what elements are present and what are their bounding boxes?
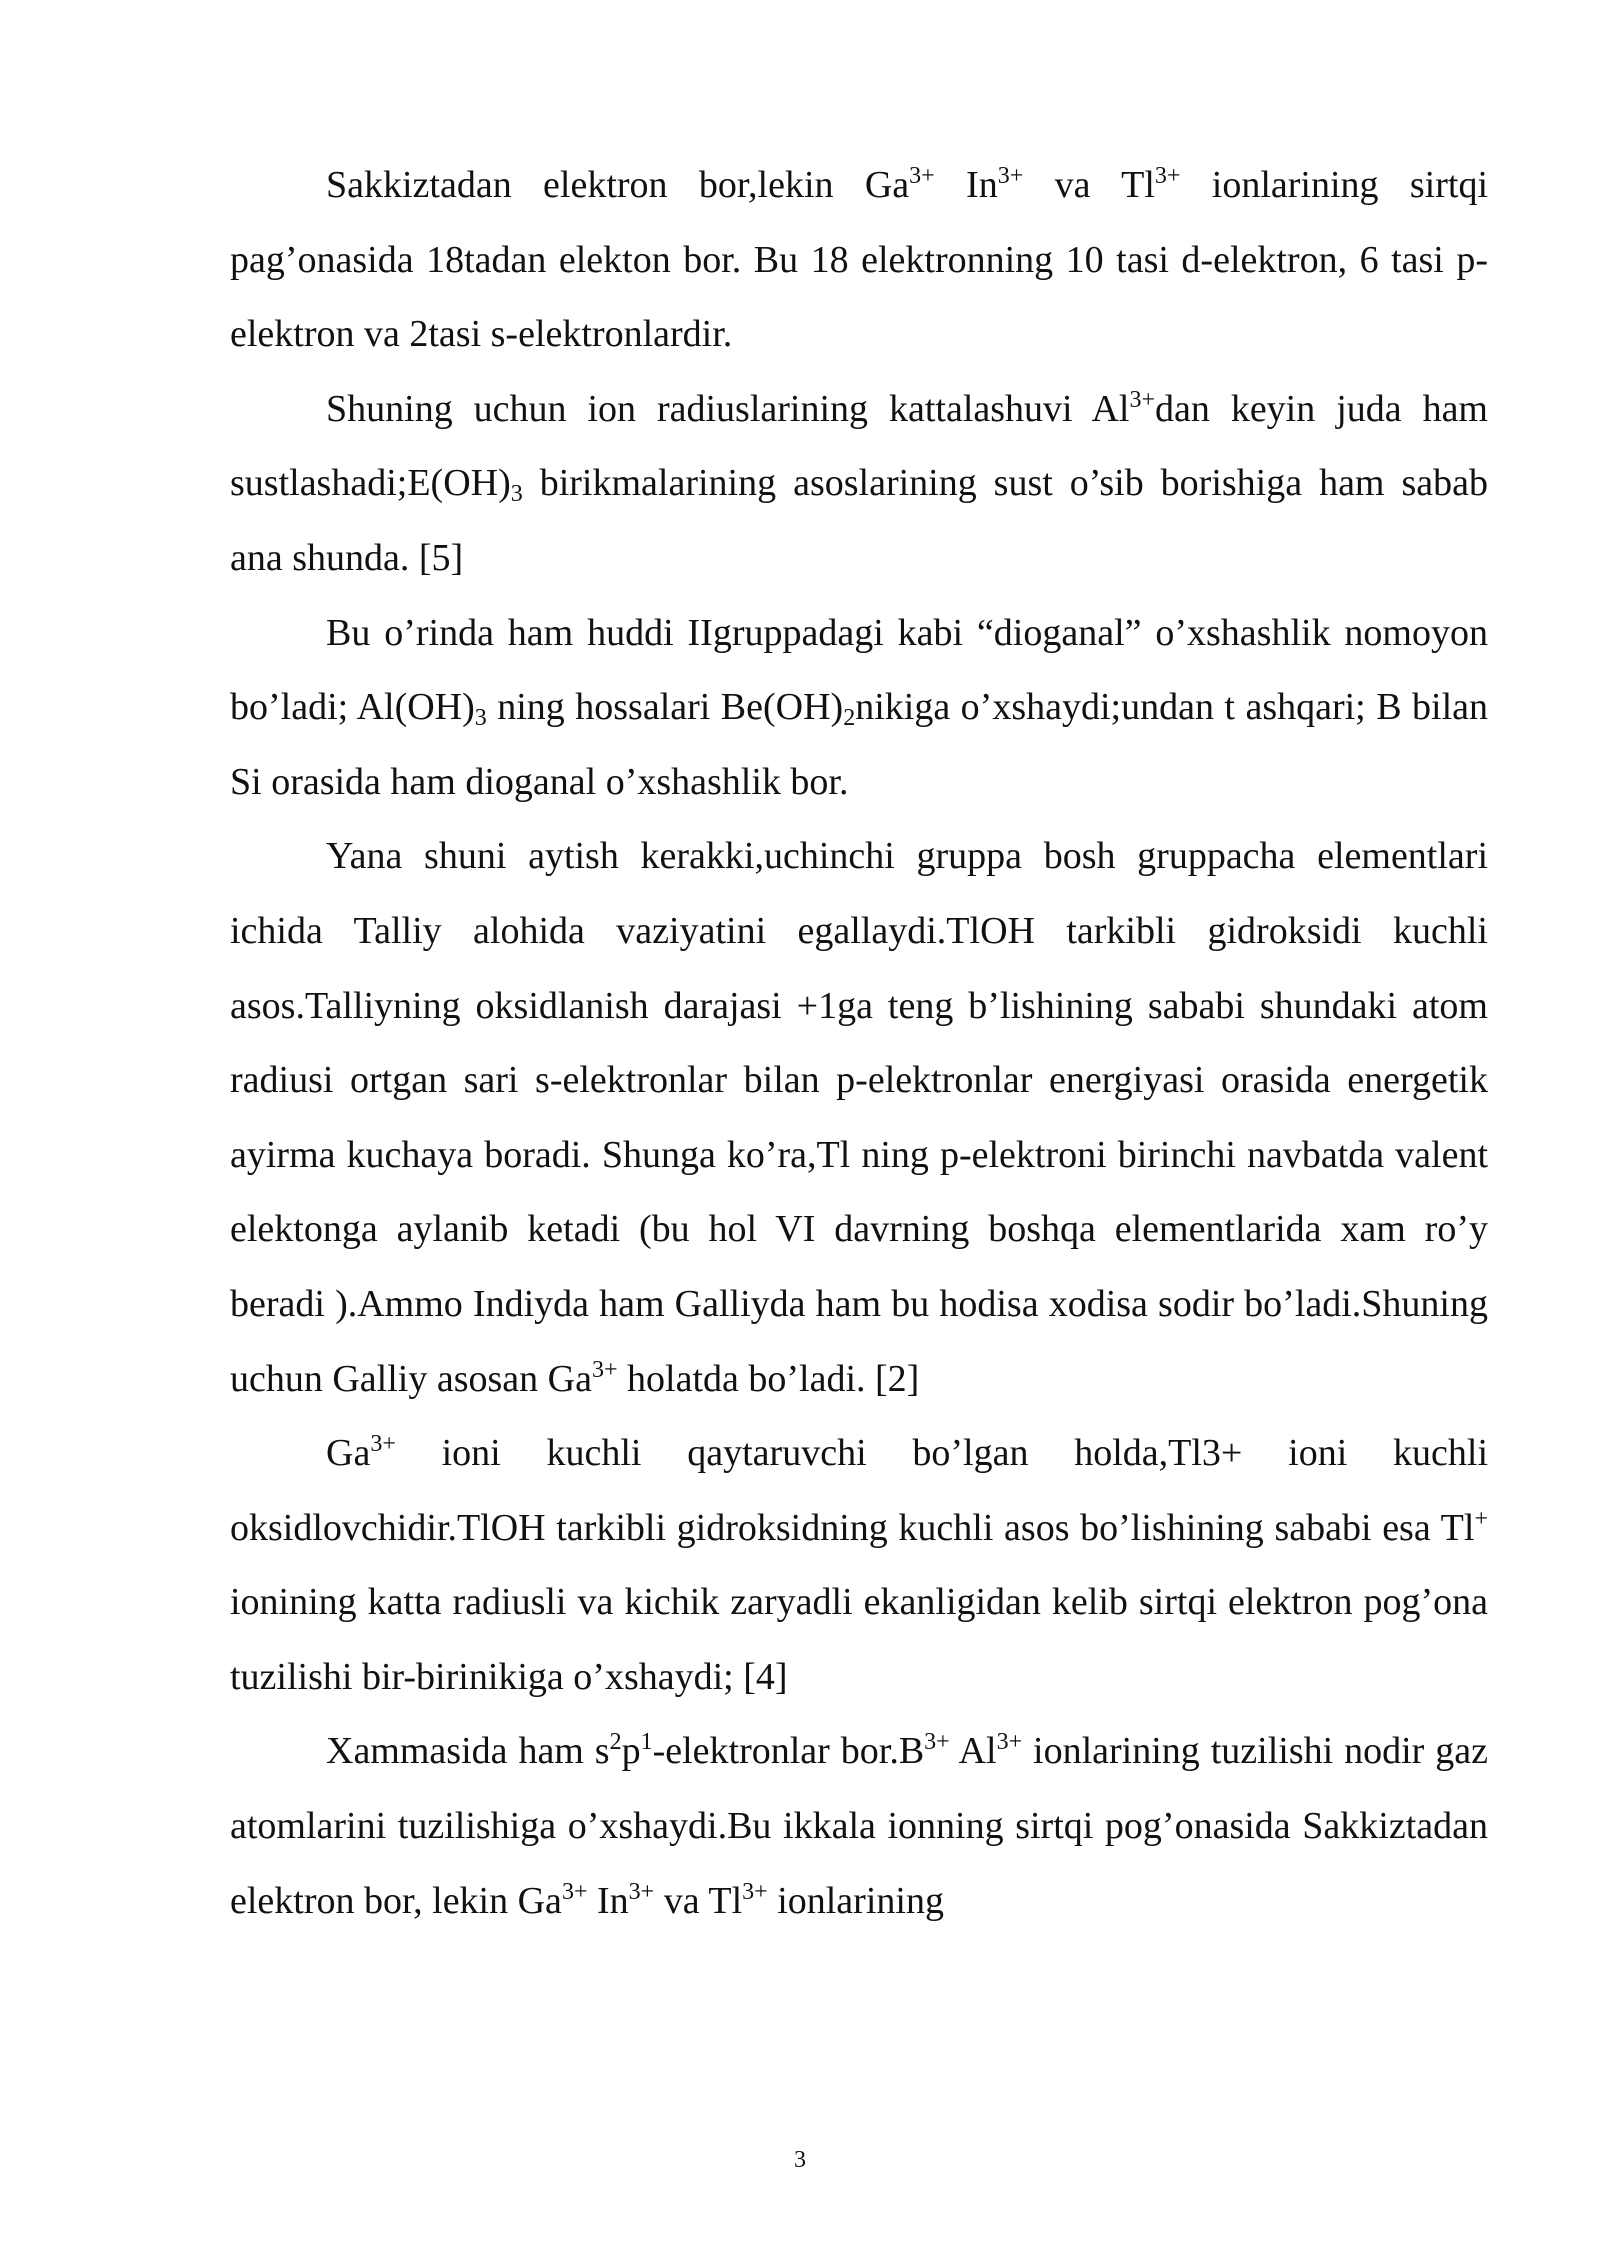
text-run: p (621, 1730, 641, 1773)
text-run: Shuning uchun ion radiuslarining kattalashuvi Al (326, 387, 1130, 430)
text-run: dan keyin juda ham sustlashadi;E(OH) (230, 387, 1488, 505)
text-run: ning hossalari Be(OH) (486, 686, 844, 729)
superscript: 3+ (370, 1431, 396, 1458)
text-run: holatda bo’ladi. [2] (617, 1357, 920, 1400)
text-run: Yana shuni aytish kerakki,uchinchi gruppa bosh gruppacha elementlari ichida Talliy alohida vaziyatini egallaydi.TlOH tarkibli gidroksidi kuchli asos.Talliyning oksidlanish darajasi +1ga teng b’lishining sababi shundaki atom radiusi ortgan sari s-elektronlar bilan p-elektronlar energiyasi orasida energetik ayirma kuchaya boradi. Shunga ko’ra,Tl ning p-elektroni birinchi navbatda valent elektonga aylanib ketadi (bu hol VI davrning boshqa elementlarida xam ro’y beradi ).Ammo Indiyda ham Galliyda ham bu hodisa xodisa sodir bo’ladi.Shuning uchun Galliy asosan Ga (230, 835, 1488, 1400)
superscript: 3+ (628, 1878, 655, 1905)
superscript: 3+ (996, 1729, 1023, 1756)
text-run: ionlarining tuzilishi nodir gaz atomlarini tuzilishiga o’xshaydi.Bu ikkala ionning sirtqi pog’onasida Sakkiztadan elektron bor, lekin Ga (230, 1730, 1488, 1922)
text-run: ioni kuchli qaytaruvchi bo’lgan holda,Tl3+ ioni kuchli oksidlovchidir.TlOH tarkibli gidroksidning kuchli asos bo’lishining sababi esa Tl (230, 1432, 1488, 1549)
superscript: 2 (609, 1729, 622, 1756)
text-run: Al (949, 1730, 997, 1773)
text-run: birikmalarining asoslarining sust o’sib borishiga ham sabab ana shunda. [5] (230, 462, 1488, 579)
paragraph (230, 148, 1488, 372)
paragraph (230, 1416, 1488, 1714)
page-number: 3 (794, 2147, 806, 2173)
superscript: 3+ (561, 1878, 588, 1905)
superscript: 3+ (924, 1729, 950, 1756)
text-run: va Tl (654, 1879, 743, 1922)
superscript: 3+ (997, 163, 1024, 189)
text-run: va Tl (1023, 164, 1155, 206)
superscript: 3+ (591, 1356, 618, 1383)
text-run: In (934, 164, 998, 206)
text-run: ionlarining (767, 1879, 944, 1922)
superscript: 1 (640, 1729, 653, 1756)
superscript: 3+ (742, 1878, 768, 1905)
paragraph (230, 819, 1488, 1416)
text-run: -elektronlar bor.B (652, 1730, 925, 1773)
text-run: nikiga o’xshaydi;undan t ashqari; B bilan Si orasida ham dioganal o’xshashlik bor. (230, 686, 1489, 803)
text-run: Bu o’rinda ham huddi IIgruppadagi kabi “dioganal” o’xshashlik nomoyon bo’ladi; Al(OH) (230, 611, 1488, 729)
paragraph (230, 596, 1488, 820)
superscript: 3+ (1154, 163, 1181, 189)
paragraph (230, 1714, 1488, 1938)
text-run: Ga (326, 1432, 371, 1475)
paragraph (230, 372, 1488, 596)
subscript: 3 (510, 481, 523, 508)
text-run: ionlarining sirtqi pag’onasida 18tadan elekton bor. Bu 18 elektronning 10 tasi d-elektron, 6 tasi p-elektron va 2tasi s-elektronlardir. (230, 164, 1489, 356)
text-run: In (587, 1879, 629, 1922)
body-text (230, 148, 1488, 1938)
subscript: 2 (843, 705, 856, 732)
text-run: Xammasida ham s (326, 1730, 610, 1773)
text-run: Sakkiztadan elektron bor,lekin Ga (326, 164, 910, 206)
superscript: + (1474, 1505, 1488, 1532)
subscript: 3 (474, 705, 487, 732)
superscript: 3+ (1129, 386, 1155, 413)
text-run: ionining katta radiusli va kichik zaryadli ekanligidan kelib sirtqi elektron pog’ona tuzilishi bir-birinikiga o’xshaydi; [4] (230, 1581, 1488, 1698)
superscript: 3+ (909, 163, 935, 189)
